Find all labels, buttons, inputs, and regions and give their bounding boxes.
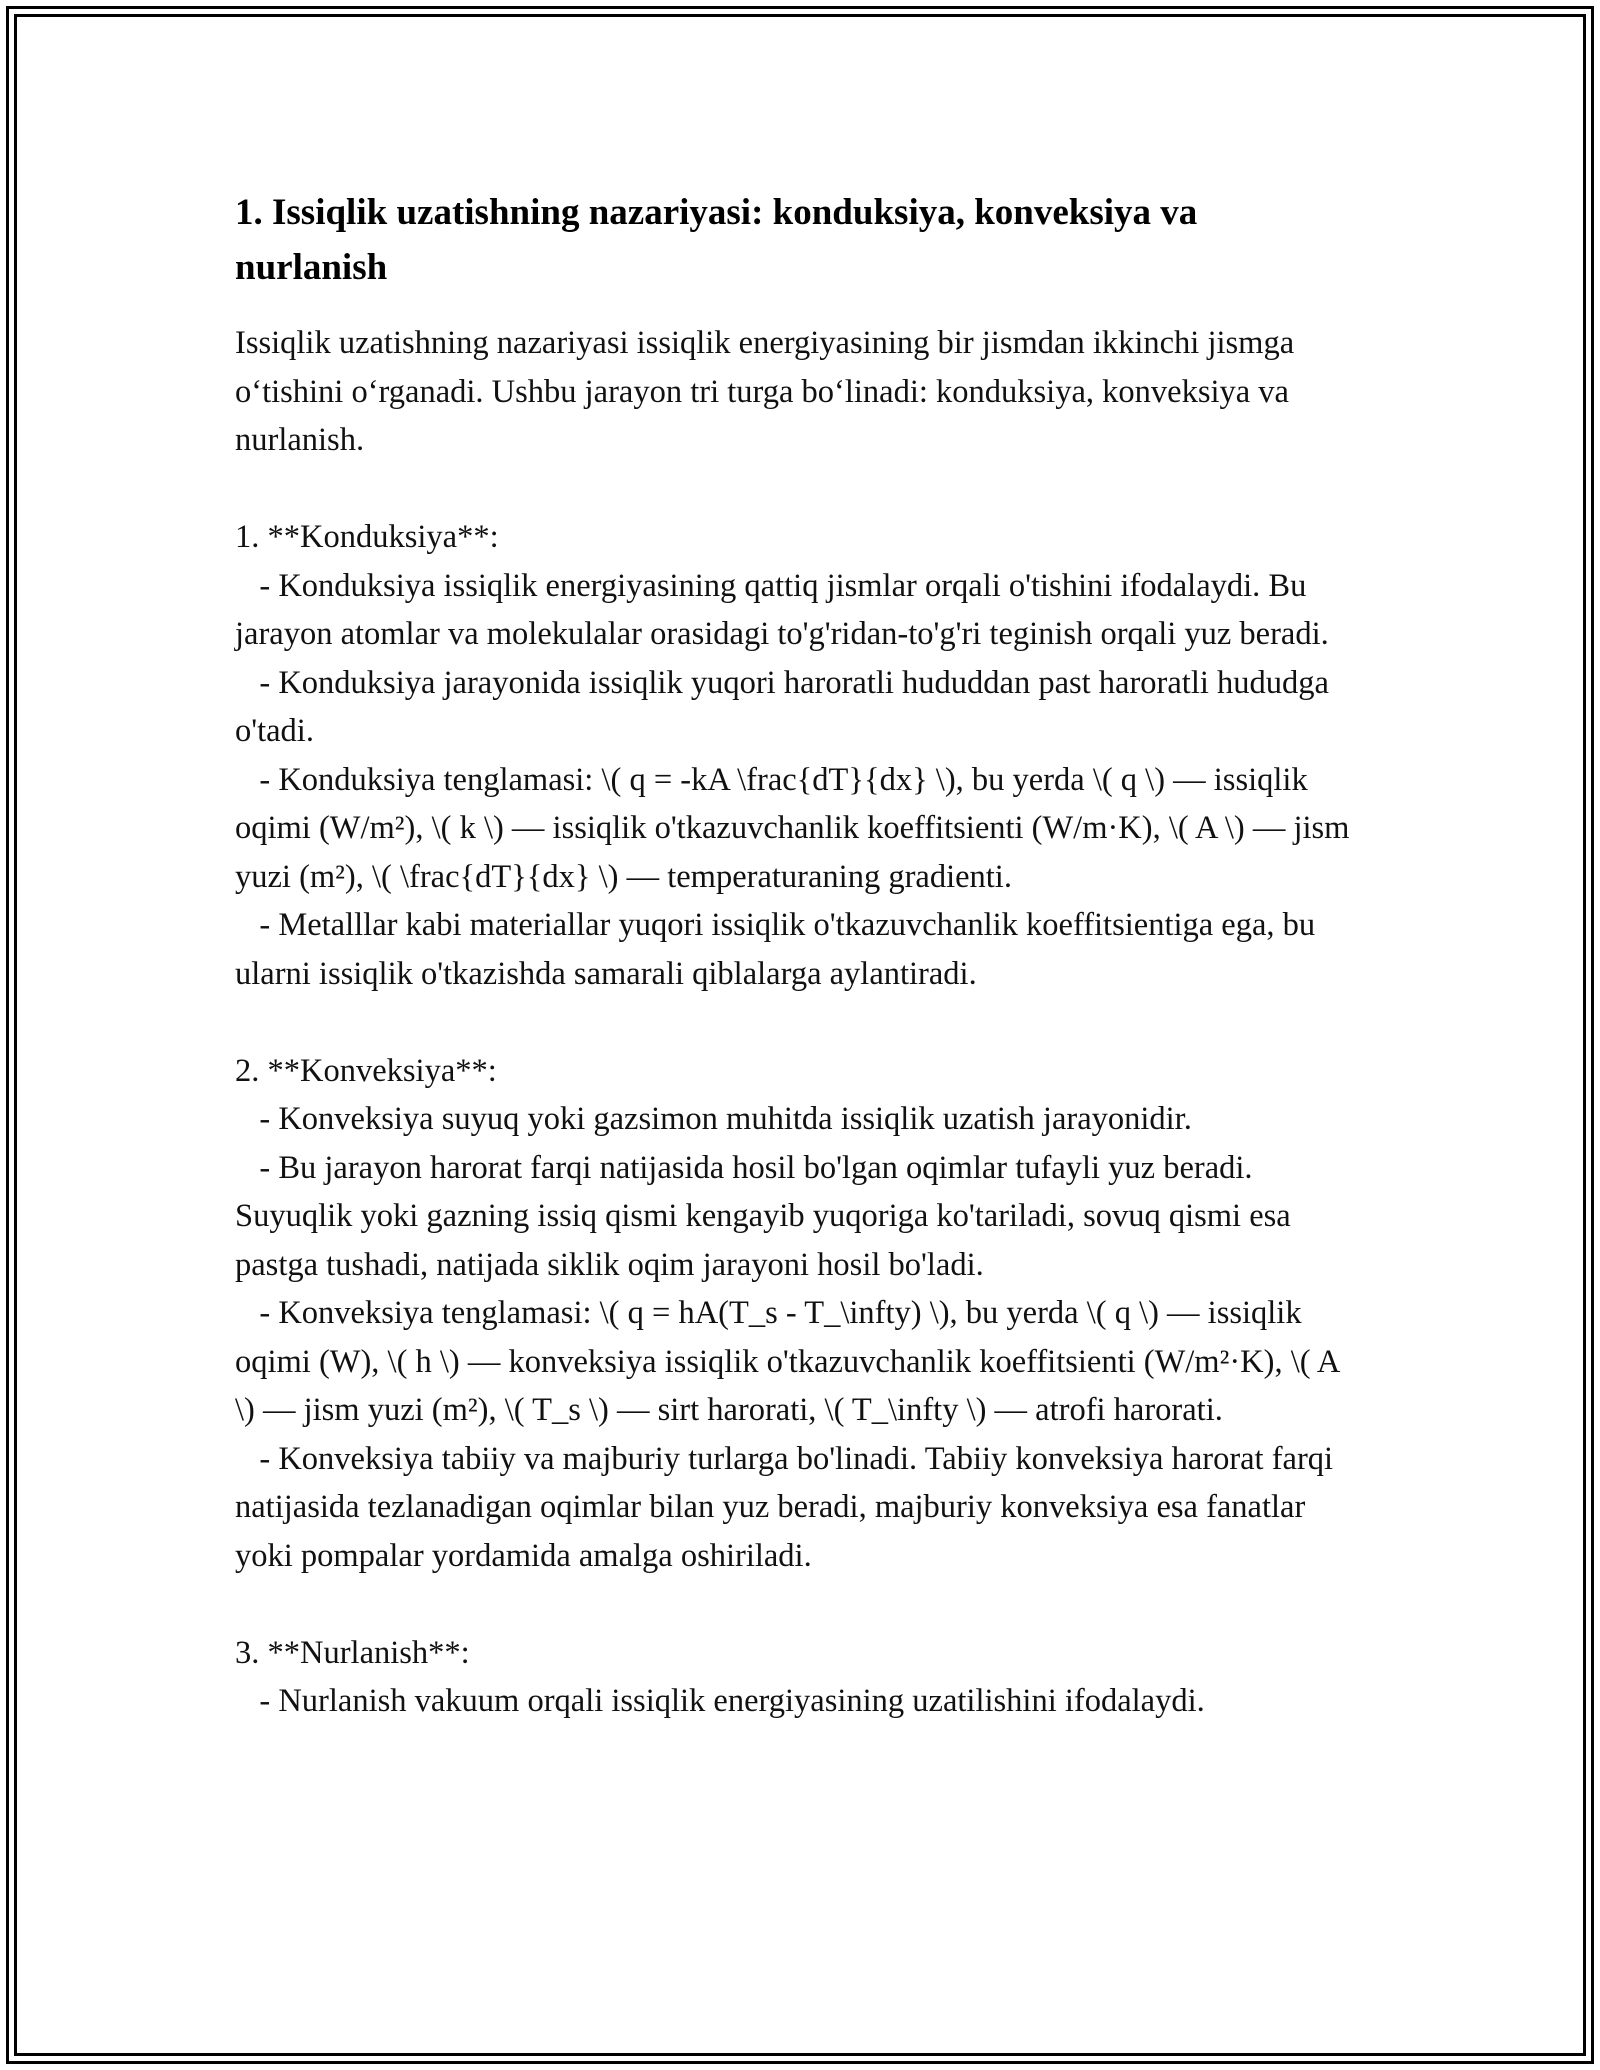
section-title: 2. **Konveksiya**: bbox=[235, 1052, 497, 1089]
section-bullet: - Bu jarayon harorat farqi natijasida hosil bo'lgan oqimlar tufayli yuz beradi. Suyuqlik yoki gazning issiq qismi kengayib yuqoriga ko'tariladi, sovuq qismi esa pastga tushadi, natijada siklik oqim jarayoni hosil bo'ladi. bbox=[235, 1149, 1299, 1283]
section-bullet: - Konduksiya issiqlik energiyasining qattiq jismlar orqali o'tishini ifodalaydi. Bu jarayon atomlar va molekulalar orasidagi to'g'ridan-to'g'ri teginish orqali yuz beradi. bbox=[235, 567, 1329, 652]
section-bullet: - Konveksiya tenglamasi: \( q = hA(T_s - T_\infty) \), bu yerda \( q \) — issiqlik oqimi (W), \( h \) — konveksiya issiqlik o'tkazuvchanlik koeffitsienti (W/m²·K), \( A \) — jism yuzi (m²), \( T_s \) — sirt harorati, \( T_\infty \) — atrofi harorati. bbox=[235, 1295, 1347, 1428]
section-bullet: - Konveksiya suyuq yoki gazsimon muhitda issiqlik uzatish jarayonidir. bbox=[235, 1101, 1192, 1137]
section-konduksiya bbox=[235, 513, 1358, 998]
section-konveksiya bbox=[235, 1047, 1355, 1581]
document-body bbox=[235, 185, 1358, 1726]
document-heading: 1. Issiqlik uzatishning nazariyasi: konduksiya, konveksiya va nurlanish bbox=[235, 192, 1198, 288]
intro-paragraph: Issiqlik uzatishning nazariyasi issiqlik energiyasining bir jismdan ikkinchi jismga o‘tishini o‘rganadi. Ushbu jarayon tri turga bo‘linadi: konduksiya, konveksiya va nurlanish. bbox=[235, 325, 1295, 458]
section-title: 3. **Nurlanish**: bbox=[235, 1634, 470, 1671]
section-bullet: - Konduksiya jarayonida issiqlik yuqori haroratli hududdan past haroratli hududga o'tadi. bbox=[235, 664, 1338, 749]
section-bullet: - Nurlanish vakuum orqali issiqlik energiyasining uzatilishini ifodalaydi. bbox=[235, 1683, 1205, 1719]
section-bullet: - Konduksiya tenglamasi: \( q = -kA \frac{dT}{dx} \), bu yerda \( q \) — issiqlik oqimi (W/m²), \( k \) — issiqlik o'tkazuvchanlik koeffitsienti (W/m·K), \( A \) — jism yuzi (m²), \( \frac{dT}{dx} \) — temperaturaning gradienti. bbox=[235, 761, 1358, 895]
section-title: 1. **Konduksiya**: bbox=[235, 519, 499, 555]
section-nurlanish bbox=[235, 1629, 1355, 1726]
section-bullet: - Konveksiya tabiiy va majburiy turlarga bo'linadi. Tabiiy konveksiya harorat farqi natijasida tezlanadigan oqimlar bilan yuz beradi, majburiy konveksiya esa fanatlar yoki pompalar yordamida amalga oshiriladi. bbox=[235, 1440, 1342, 1574]
section-bullet: - Metalllar kabi materiallar yuqori issiqlik o'tkazuvchanlik koeffitsientiga ega, bu ularni issiqlik o'tkazishda samarali qiblalarga aylantiradi. bbox=[235, 907, 1324, 992]
